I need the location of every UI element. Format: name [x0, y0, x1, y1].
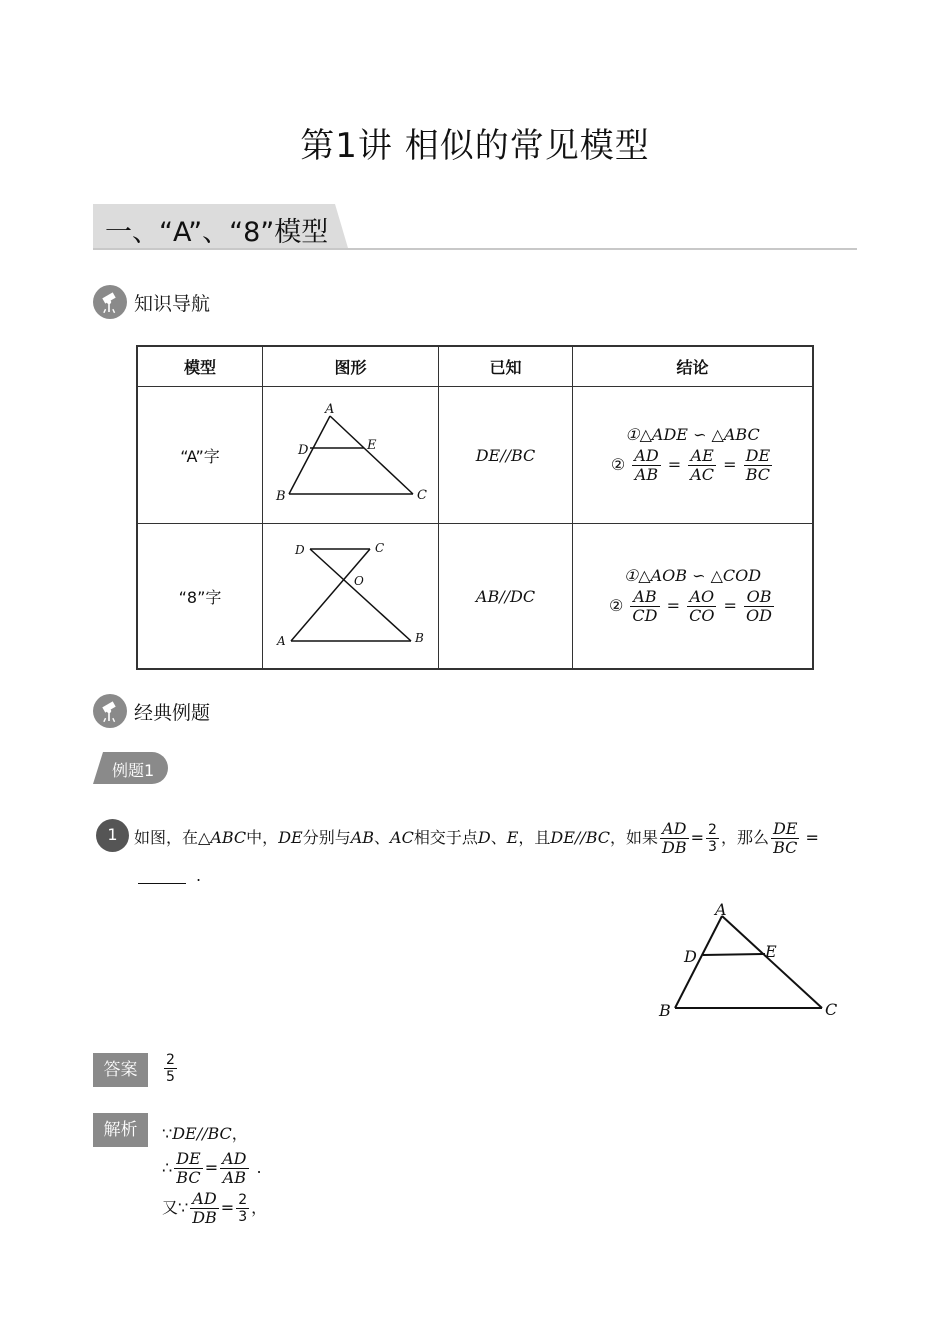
figure-cell — [263, 387, 439, 524]
header-given: 已知 — [439, 346, 573, 387]
header-conclusion: 结论 — [573, 346, 814, 387]
question-number-badge: 1 — [96, 819, 129, 852]
label-e: E — [366, 438, 376, 453]
conclusion-similar: ①△AOB ∽ △COD — [623, 565, 762, 585]
fraction-denominator: OD — [746, 606, 772, 626]
table-row — [137, 387, 813, 524]
solution-line-3: 又∵ $\frac{AD}{DB}$ = $\frac{2}{3}$ ， — [162, 1189, 268, 1227]
solution-line-2: ∴ $\frac{DE}{BC}$ = $\frac{AD}{AB}$ . — [162, 1149, 262, 1187]
conclusion-similar: ①△ADE ∽ △ABC — [625, 424, 760, 444]
telescope-icon — [93, 694, 127, 728]
label-b: B — [414, 631, 424, 645]
example-tag-label: 例题1 — [112, 761, 155, 780]
label-d: D — [297, 443, 308, 458]
fraction-numerator: AB — [630, 588, 659, 607]
label-a: A — [324, 402, 334, 417]
section-header — [93, 204, 857, 250]
label-c: C — [374, 541, 384, 555]
fraction-numerator: AD — [634, 446, 659, 466]
label-o: O — [353, 574, 364, 588]
label-b: B — [275, 489, 286, 504]
model-table — [136, 345, 814, 670]
fraction-denominator: AC — [690, 465, 715, 485]
label-b: B — [659, 1001, 671, 1020]
figure-cell — [263, 524, 439, 670]
fraction-denominator: AB — [634, 465, 659, 485]
solution-line-1: ∵DE//BC， — [162, 1124, 248, 1143]
answer-blank-line: . — [138, 866, 201, 885]
telescope-icon — [93, 285, 127, 319]
given-cell: DE//BC — [439, 387, 573, 524]
answer-blank[interactable] — [138, 883, 186, 884]
label-e: E — [765, 942, 777, 961]
answer-value: $\frac{2}{5}$ — [166, 1052, 175, 1085]
section-heading: 一、“A”、“8”模型 — [105, 217, 329, 248]
fraction-numerator: AO — [687, 588, 716, 607]
model-cell: “8”字 — [137, 524, 263, 670]
example-tag — [93, 752, 168, 784]
eight-shape-figure — [265, 524, 437, 664]
label-c: C — [825, 1000, 838, 1019]
label-c: C — [416, 488, 427, 503]
label-a: A — [276, 634, 286, 648]
answer-label: 答案 — [93, 1053, 148, 1087]
label-d: D — [684, 947, 697, 966]
header-figure: 图形 — [263, 346, 439, 387]
label-d: D — [294, 543, 305, 557]
fraction-numerator: OB — [744, 588, 774, 607]
model-cell: “A”字 — [137, 387, 263, 524]
page-title: 第1讲 相似的常见模型 — [300, 126, 650, 166]
examples-label: 经典例题 — [134, 702, 211, 724]
fraction-numerator: DE — [745, 446, 771, 466]
given-cell: AB//DC — [439, 524, 573, 670]
fraction-numerator: AE — [688, 447, 716, 466]
fraction-denominator: CD — [632, 606, 658, 626]
header-model: 模型 — [137, 346, 263, 387]
fraction-denominator: BC — [745, 465, 771, 485]
conclusion-cell: ①△AOB ∽ △COD ② $\frac{AB}{CD}$ = $\frac{AO}{CO}$ = $\frac{OB}{OD}$ — [573, 524, 814, 670]
conclusion-cell: ①△ADE ∽ △ABC ② $\frac{AD}{AB}$ = $\frac{AE}{AC}$ = $\frac{DE}{BC}$ — [573, 387, 814, 524]
a-shape-figure — [265, 387, 437, 519]
solution-label: 解析 — [93, 1113, 148, 1147]
table-header-row — [137, 346, 813, 387]
knowledge-nav-label: 知识导航 — [134, 293, 211, 315]
label-a: A — [715, 900, 727, 919]
triangle-figure — [650, 895, 850, 1025]
question-text: 如图，在△ABC中，DE分别与AB、AC相交于点D、E，且DE//BC，如果 $\frac{AD}{DB}$ = $\frac{2}{3}$ ，那么 $\frac{DE}{BC}$ = — [134, 819, 819, 857]
table-row — [137, 524, 813, 670]
circled-two: ② — [608, 596, 624, 616]
fraction-denominator: CO — [689, 606, 715, 626]
circled-two: ② — [610, 455, 626, 475]
